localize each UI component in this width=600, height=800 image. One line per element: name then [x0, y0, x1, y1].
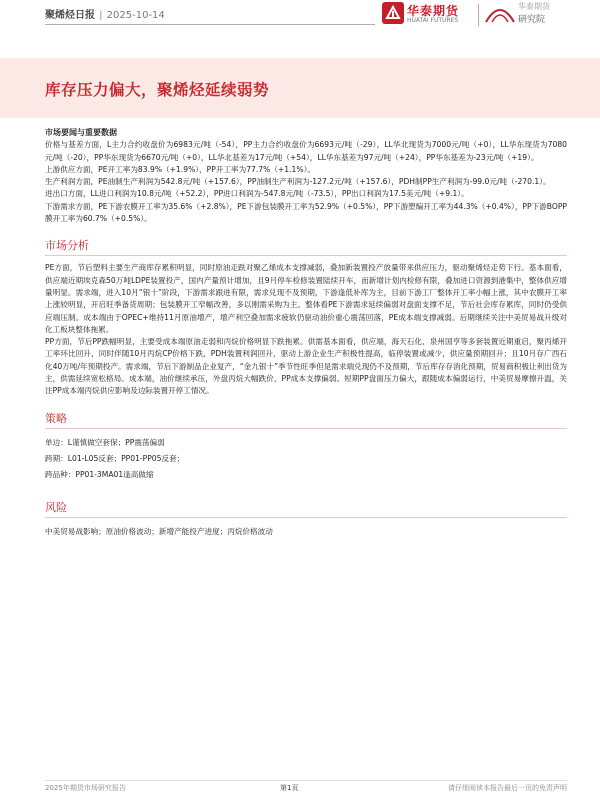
report-name: 聚烯烃日报 [45, 10, 95, 21]
research-institute-logo [482, 0, 562, 30]
report-date: 2025-10-14 [106, 10, 165, 21]
institute-line2: 研究院 [518, 15, 546, 25]
institute-line1: 华泰期货 [518, 2, 550, 11]
section-divider [45, 255, 567, 256]
analysis-paragraph-pe: PE方面，节后塑料主要生产商库存累积明显，同时原油走跌对聚乙烯成本支撑减弱，叠加新装置投产放量带来供应压力，驱动聚烯烃走势下行。基本面看，供应端近期埃克森50万吨LDPE装置投产，国内产量预计增加，且9月停车检修装置陆续开车，而新增计划内检修有限，叠加进口资源到港集中，整体供应增量明显。需求端，进入10月“银十”阶段，下游需求跟进有限，需求兑现不及预期，下游逢低补库为主，目前下游工厂整体开工率小幅上涨，其中农膜开工率上涨较明显，开启旺季备货周期；包装膜开工窄幅改善，多以刚需采购为主。整体看PE下游需求延续偏弱对盘面支撑不足，节后社会库存累库，同时仍受供应端压制。成本端由于OPEC+维持11月原油增产，增产利空叠加需求疲软仍驱动油价重心震荡回落，PE成本端支撑减弱。后期继续关注中美贸易战升级对化工板块整体拖累。 [45, 263, 567, 334]
analysis-title: 市场分析 [45, 239, 89, 253]
risk-text: 中美贸易战影响；原油价格波动；新增产能投产进度；丙烷价格波动 [45, 526, 273, 536]
strategy-line: 跨品种：PP01-3MA01逢高做缩 [45, 469, 154, 479]
page-footer [45, 783, 567, 795]
institute-arc-icon [484, 2, 516, 24]
huatai-logo-icon [382, 2, 404, 24]
strategy-title: 策略 [45, 411, 67, 425]
section-divider [45, 517, 567, 518]
report-body [45, 127, 567, 540]
header-divider [45, 24, 375, 25]
page-number: 第1页 [280, 784, 299, 792]
analysis-paragraph-pp: PP方面，节后PP跌幅明显，主要受成本端原油走弱和丙烷价格明显下跌拖累。供需基本面看，供应端，海天石化、泉州国亨等多套装置近期重启，聚丙烯开工率环比回升，同时伴随10月丙烷CP价格下跌，PDH装置利润回升，驱动上游企业生产积极性提高，临停装置或减少，供应量预期回升；且10月存广西石化40万吨/年预期投产。需求端，节后下游制品企业复产，“金九银十”季节性旺季但是需求端兑现仍不及预期，节后库存存消化预期，贸易商积极让利出货为主，供需延续宽松格局。成本端，油价继续承压，外盘丙烷大幅跌价，PP成本支撑偏弱。短期PP盘面压力偏大，跟随成本偏弱运行，中美贸易摩擦升温，关注PP成本端丙烷供应影响及边际装置开停工情况。 [45, 337, 567, 396]
section-divider [45, 428, 567, 429]
page-title: 库存压力偏大，聚烯烃延续弱势 [45, 81, 270, 99]
footer-left: 2025年期货市场研究报告 [45, 784, 126, 792]
market-line: 下游需求方面，PE下游农膜开工率为35.6%（+2.8%），PE下游包装膜开工率为52.9%（+0.5%），PP下游塑编开工率为44.3%（+0.4%），PP下游BOPP膜开工率为60.7%（+0.5%）。 [45, 201, 567, 224]
footer-divider [45, 780, 567, 781]
strategy-line: 单边：L谨慎做空套保；PP震荡偏弱 [45, 437, 165, 447]
risk-title: 风险 [45, 500, 67, 514]
market-line: 进出口方面，LL进口利润为10.8元/吨（+52.2），PP进口利润为-547.8元/吨（-73.5），PP出口利润为17.5美元/吨（+9.1）。 [45, 189, 469, 199]
huatai-futures-logo [382, 0, 472, 30]
strategy-line: 跨期：L01-L05反套；PP01-PP05反套； [45, 453, 185, 463]
page-header [0, 0, 600, 36]
brand-en: HUATAI FUTURES [407, 17, 459, 24]
disclaimer-note: 请仔细阅读本报告最后一页的免责声明 [448, 784, 567, 792]
report-header: 聚烯烃日报 | 2025-10-14 [45, 10, 165, 21]
market-line: 生产利润方面，PE油制生产利润为542.8元/吨（+157.6），PP油制生产利润为-127.2元/吨（+157.6），PDH制PP生产利润为-99.0元/吨（-270.1）。 [45, 177, 551, 187]
market-line: 价格与基差方面，L主力合约收盘价为6983元/吨（-54），PP主力合约收盘价为6693元/吨（-29），LL华北现货为7000元/吨（+0），LL华东现货为7080元/吨（-20），PP华东现货为6670元/吨（+0），LL华北基差为17元/吨（+54），LL华东基差为97元/吨（+24），PP华东基差为-23元/吨（+19）。 [45, 140, 567, 162]
market-heading: 市场要闻与重要数据 [45, 128, 117, 137]
market-line: 上游供应方面，PE开工率为83.9%（+1.9%），PP开工率为77.7%（+1.1%）。 [45, 164, 315, 174]
brand-cn: 华泰期货 [407, 4, 460, 18]
logo-divider [478, 4, 479, 26]
